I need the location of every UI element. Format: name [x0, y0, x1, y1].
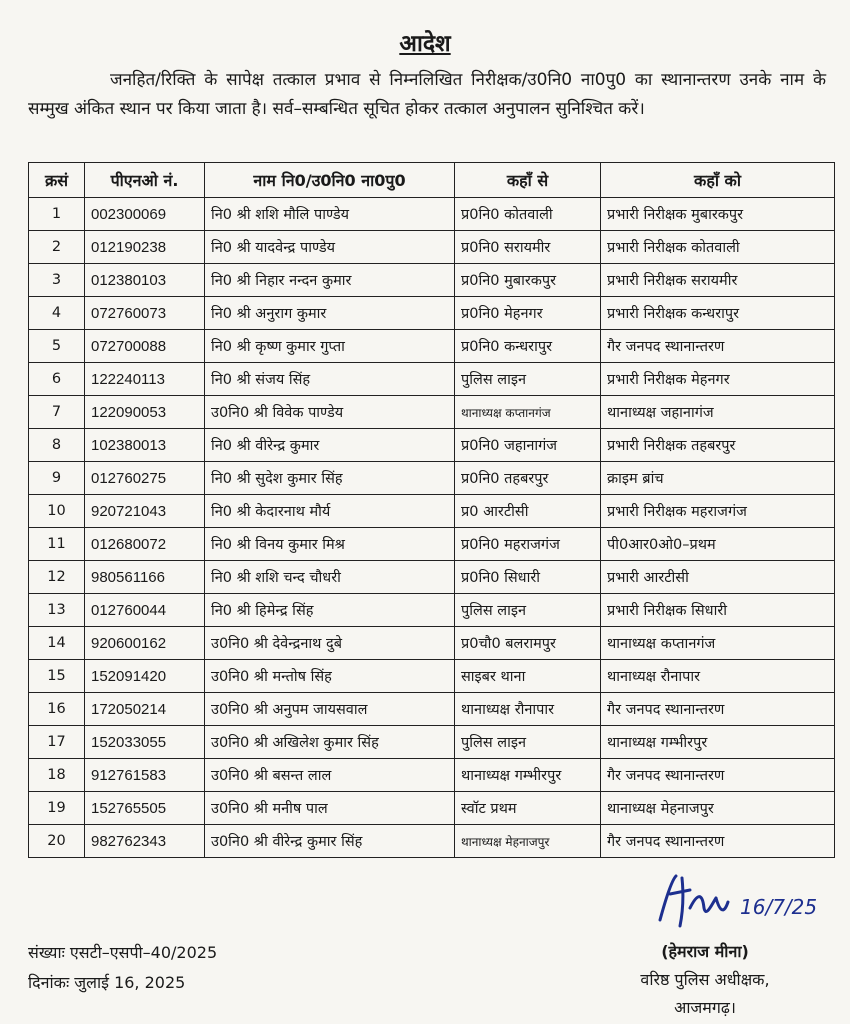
row-name: उ0नि0 श्री बसन्त लाल — [205, 759, 455, 792]
row-from: थानाध्यक्ष कप्तानगंज — [455, 396, 601, 429]
row-from: प्र0नि0 कन्धरापुर — [455, 330, 601, 363]
row-pno: 002300069 — [85, 198, 205, 231]
row-pno: 122240113 — [85, 363, 205, 396]
header-sn: क्रसं — [29, 163, 85, 198]
officer-location: आजमगढ़। — [674, 998, 736, 1017]
row-sn: 8 — [29, 429, 85, 462]
row-to: गैर जनपद स्थानान्तरण — [601, 693, 835, 726]
row-from: थानाध्यक्ष गम्भीरपुर — [455, 759, 601, 792]
row-from: प्र0नि0 सरायमीर — [455, 231, 601, 264]
row-pno: 982762343 — [85, 825, 205, 858]
row-to: प्रभारी निरीक्षक मेहनगर — [601, 363, 835, 396]
row-sn: 19 — [29, 792, 85, 825]
row-pno: 152091420 — [85, 660, 205, 693]
footer-reference — [28, 938, 217, 998]
transfer-table — [28, 162, 835, 858]
document-title: आदेश — [399, 31, 451, 57]
table-body — [29, 198, 835, 858]
row-from: प्र0 आरटीसी — [455, 495, 601, 528]
row-name: नि0 श्री शशि चन्द चौधरी — [205, 561, 455, 594]
row-to: गैर जनपद स्थानान्तरण — [601, 330, 835, 363]
table-header-row — [29, 163, 835, 198]
row-from: थानाध्यक्ष मेहनाजपुर — [455, 825, 601, 858]
row-name: उ0नि0 श्री मनीष पाल — [205, 792, 455, 825]
row-to: थानाध्यक्ष जहानागंज — [601, 396, 835, 429]
row-sn: 13 — [29, 594, 85, 627]
row-from: प्र0नि0 महराजगंज — [455, 528, 601, 561]
row-pno: 072760073 — [85, 297, 205, 330]
table-row — [29, 330, 835, 363]
row-sn: 11 — [29, 528, 85, 561]
row-name: नि0 श्री अनुराग कुमार — [205, 297, 455, 330]
row-name: उ0नि0 श्री वीरेन्द्र कुमार सिंह — [205, 825, 455, 858]
intro-text: जनहित/रिक्ति के सापेक्ष तत्काल प्रभाव से निम्नलिखित निरीक्षक/उ0नि0 ना0पु0 का स्थानान्तरण उनके नाम के सम्मुख अंकित स्थान पर किया जाता है। सर्व–सम्बन्धित सूचित होकर तत्काल अनुपालन सुनिश्चित करें। — [28, 70, 826, 119]
table-row — [29, 396, 835, 429]
row-to: प्रभारी निरीक्षक कन्धरापुर — [601, 297, 835, 330]
row-name: नि0 श्री कृष्ण कुमार गुप्ता — [205, 330, 455, 363]
row-from: प्र0नि0 सिधारी — [455, 561, 601, 594]
row-pno: 912761583 — [85, 759, 205, 792]
table-row — [29, 660, 835, 693]
row-sn: 4 — [29, 297, 85, 330]
row-name: नि0 श्री यादवेन्द्र पाण्डेय — [205, 231, 455, 264]
row-to: गैर जनपद स्थानान्तरण — [601, 759, 835, 792]
header-from: कहाँ से — [455, 163, 601, 198]
row-sn: 18 — [29, 759, 85, 792]
row-to: थानाध्यक्ष गम्भीरपुर — [601, 726, 835, 759]
table-row — [29, 231, 835, 264]
row-name: नि0 श्री हिमेन्द्र सिंह — [205, 594, 455, 627]
row-pno: 122090053 — [85, 396, 205, 429]
order-date: दिनांकः जुलाई 16, 2025 — [28, 973, 186, 992]
row-to: थानाध्यक्ष रौनापार — [601, 660, 835, 693]
table-row — [29, 594, 835, 627]
row-pno: 072700088 — [85, 330, 205, 363]
row-pno: 172050214 — [85, 693, 205, 726]
row-sn: 9 — [29, 462, 85, 495]
row-name: उ0नि0 श्री मन्तोष सिंह — [205, 660, 455, 693]
header-to: कहाँ को — [601, 163, 835, 198]
row-from: पुलिस लाइन — [455, 363, 601, 396]
row-sn: 12 — [29, 561, 85, 594]
table-row — [29, 297, 835, 330]
table-row — [29, 759, 835, 792]
table-row — [29, 693, 835, 726]
row-from: प्र0नि0 मेहनगर — [455, 297, 601, 330]
row-from: प्र0नि0 तहबरपुर — [455, 462, 601, 495]
row-name: उ0नि0 श्री देवेन्द्रनाथ दुबे — [205, 627, 455, 660]
row-sn: 2 — [29, 231, 85, 264]
row-pno: 102380013 — [85, 429, 205, 462]
table-row — [29, 363, 835, 396]
table-row — [29, 495, 835, 528]
row-sn: 6 — [29, 363, 85, 396]
row-to: क्राइम ब्रांच — [601, 462, 835, 495]
row-name: नि0 श्री सुदेश कुमार सिंह — [205, 462, 455, 495]
row-pno: 012680072 — [85, 528, 205, 561]
row-from: पुलिस लाइन — [455, 594, 601, 627]
row-from: स्वॉट प्रथम — [455, 792, 601, 825]
row-pno: 980561166 — [85, 561, 205, 594]
row-from: थानाध्यक्ष रौनापार — [455, 693, 601, 726]
row-sn: 15 — [29, 660, 85, 693]
row-sn: 16 — [29, 693, 85, 726]
signature-image — [652, 868, 832, 938]
row-to: प्रभारी निरीक्षक सिधारी — [601, 594, 835, 627]
header-name: नाम नि0/उ0नि0 ना0पु0 — [205, 163, 455, 198]
table-row — [29, 825, 835, 858]
table-row — [29, 726, 835, 759]
row-to: प्रभारी निरीक्षक मुबारकपुर — [601, 198, 835, 231]
row-to: प्रभारी निरीक्षक तहबरपुर — [601, 429, 835, 462]
row-name: नि0 श्री संजय सिंह — [205, 363, 455, 396]
row-to: प्रभारी निरीक्षक सरायमीर — [601, 264, 835, 297]
row-name: उ0नि0 श्री विवेक पाण्डेय — [205, 396, 455, 429]
row-sn: 17 — [29, 726, 85, 759]
row-to: थानाध्यक्ष कप्तानगंज — [601, 627, 835, 660]
row-to: प्रभारी आरटीसी — [601, 561, 835, 594]
row-pno: 920600162 — [85, 627, 205, 660]
row-pno: 152033055 — [85, 726, 205, 759]
header-pno: पीएनओ नं. — [85, 163, 205, 198]
row-sn: 14 — [29, 627, 85, 660]
row-sn: 3 — [29, 264, 85, 297]
reference-number: संख्याः एसटी–एसपी–40/2025 — [28, 943, 218, 962]
row-from: प्र0चौ0 बलरामपुर — [455, 627, 601, 660]
row-pno: 012760044 — [85, 594, 205, 627]
row-name: उ0नि0 श्री अनुपम जायसवाल — [205, 693, 455, 726]
row-to: प्रभारी निरीक्षक महराजगंज — [601, 495, 835, 528]
row-pno: 012760275 — [85, 462, 205, 495]
row-sn: 5 — [29, 330, 85, 363]
row-pno: 152765505 — [85, 792, 205, 825]
row-sn: 1 — [29, 198, 85, 231]
row-from: प्र0नि0 मुबारकपुर — [455, 264, 601, 297]
row-from: साइबर थाना — [455, 660, 601, 693]
officer-block — [585, 938, 825, 1022]
intro-paragraph — [28, 66, 826, 124]
row-name: नि0 श्री विनय कुमार मिश्र — [205, 528, 455, 561]
row-sn: 7 — [29, 396, 85, 429]
row-pno: 012380103 — [85, 264, 205, 297]
row-to: थानाध्यक्ष मेहनाजपुर — [601, 792, 835, 825]
row-from: प्र0नि0 कोतवाली — [455, 198, 601, 231]
row-from: पुलिस लाइन — [455, 726, 601, 759]
table-row — [29, 429, 835, 462]
row-to: गैर जनपद स्थानान्तरण — [601, 825, 835, 858]
table-row — [29, 264, 835, 297]
row-pno: 920721043 — [85, 495, 205, 528]
row-name: नि0 श्री वीरेन्द्र कुमार — [205, 429, 455, 462]
row-to: पी0आर0ओ0–प्रथम — [601, 528, 835, 561]
row-name: नि0 श्री निहार नन्दन कुमार — [205, 264, 455, 297]
table-row — [29, 528, 835, 561]
row-name: नि0 श्री शशि मौलि पाण्डेय — [205, 198, 455, 231]
row-to: प्रभारी निरीक्षक कोतवाली — [601, 231, 835, 264]
row-name: नि0 श्री केदारनाथ मौर्य — [205, 495, 455, 528]
row-sn: 20 — [29, 825, 85, 858]
table-row — [29, 792, 835, 825]
row-sn: 10 — [29, 495, 85, 528]
table-row — [29, 627, 835, 660]
signature-date: 16/7/25 — [740, 895, 818, 919]
table-row — [29, 198, 835, 231]
row-from: प्र0नि0 जहानागंज — [455, 429, 601, 462]
row-pno: 012190238 — [85, 231, 205, 264]
officer-name: (हेमराज मीना) — [661, 942, 749, 961]
row-name: उ0नि0 श्री अखिलेश कुमार सिंह — [205, 726, 455, 759]
officer-designation: वरिष्ठ पुलिस अधीक्षक, — [640, 970, 770, 989]
table-row — [29, 462, 835, 495]
table-row — [29, 561, 835, 594]
